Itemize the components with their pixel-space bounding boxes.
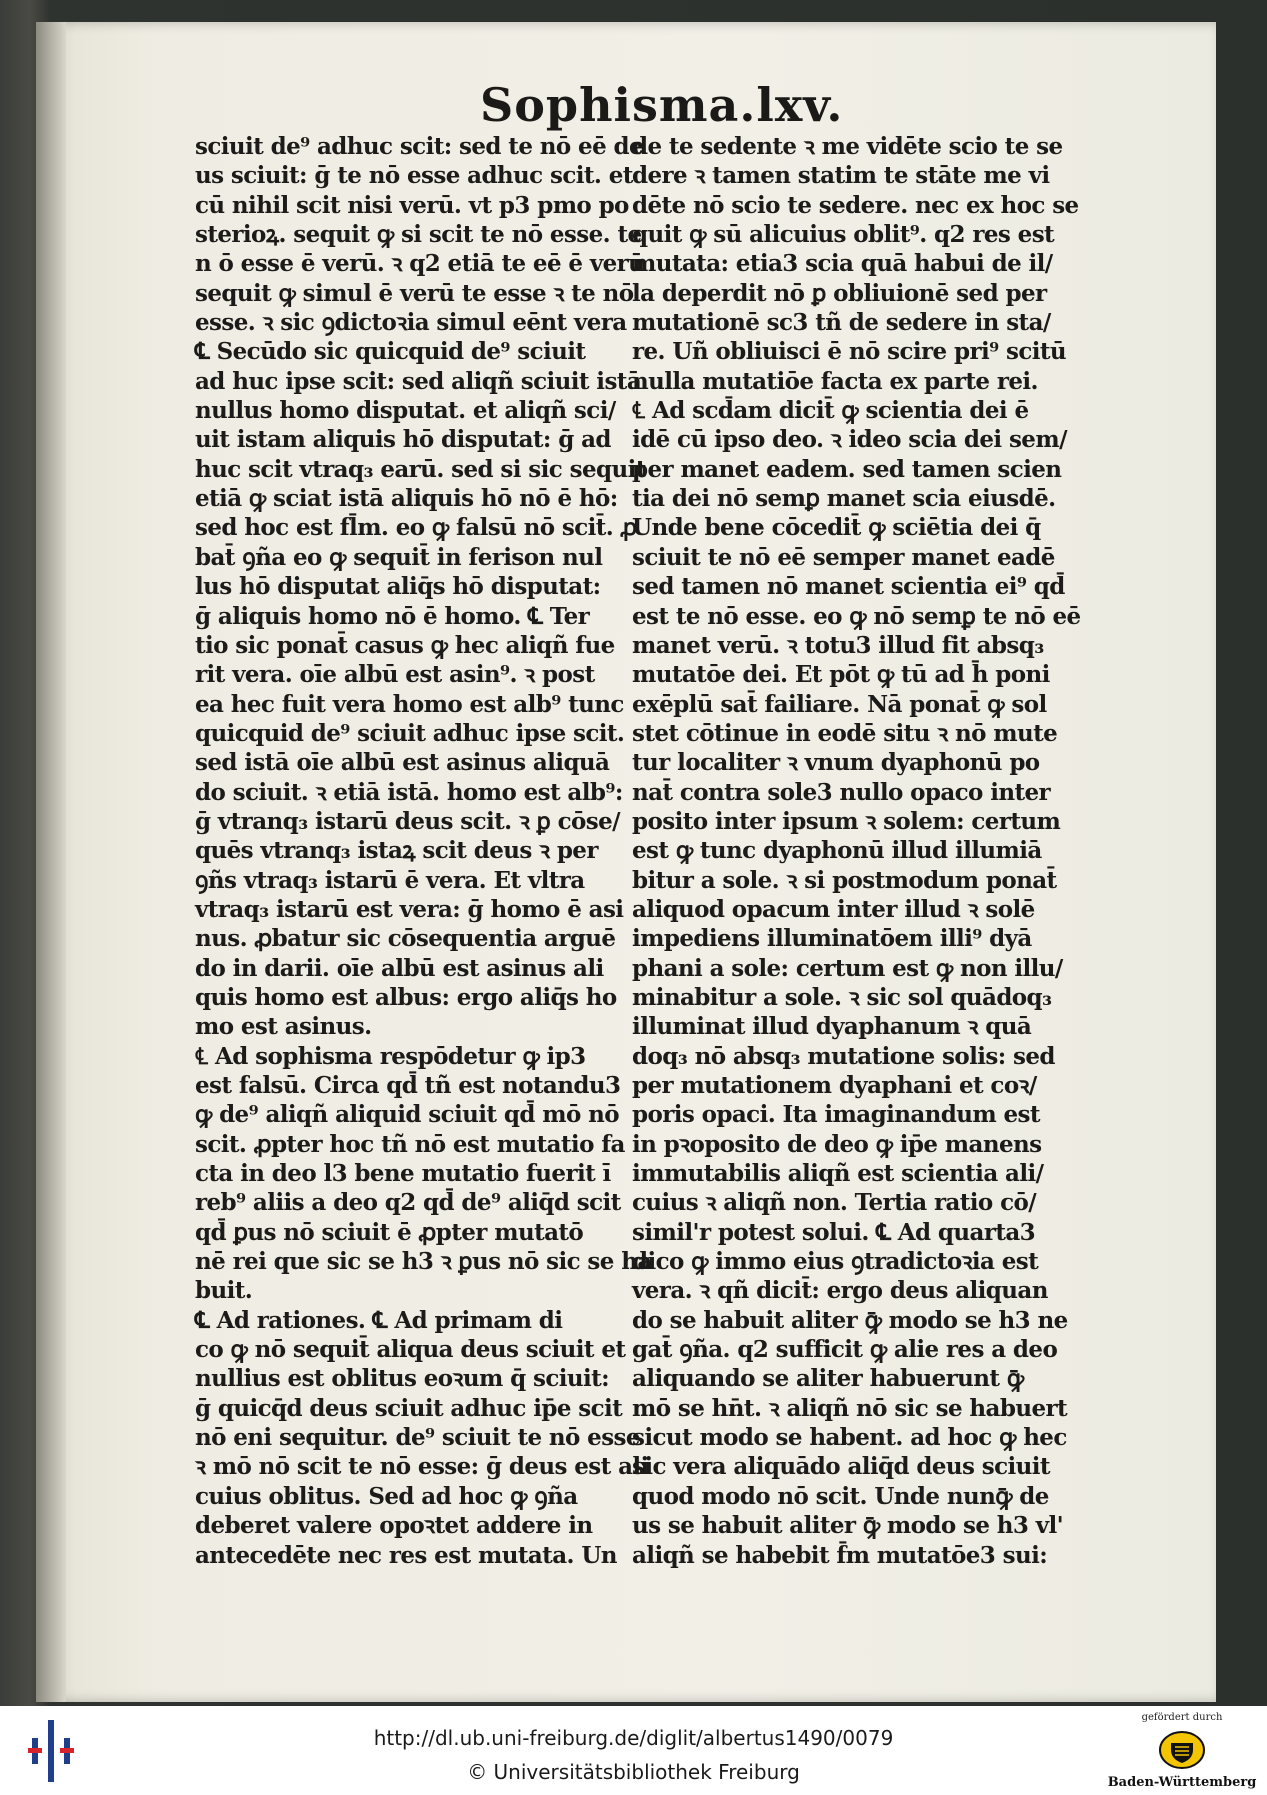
text-line: ꝙ de⁹ aliqñ aliquid sciuit qd̄ mō nō (195, 1101, 619, 1129)
text-line: idē cū ipso deo. ꝛ ideo scia dei sem/ (632, 426, 1067, 454)
text-line: Unde bene cōcedit̄ ꝙ sciētia dei q̄ (632, 514, 1041, 542)
text-line: uit istam aliquis hō disputat: ḡ ad (195, 426, 611, 454)
text-line: nē rei que sic se h3 ꝛ ꝑus nō sic se ha (195, 1248, 652, 1276)
text-line: ad huc ipse scit: sed aliqñ sciuit istā (195, 367, 642, 395)
text-line: manet verū. ꝛ totu3 illud fit absq₃ (632, 631, 1044, 659)
text-column-right (632, 132, 1081, 1570)
text-line: re. Uñ obliuisci ē nō scire pri⁹ scitū (632, 338, 1067, 366)
text-line: impediens illuminatōem illi⁹ dyā (632, 925, 1032, 953)
text-line: mutatōe dei. Et pōt ꝙ tū ad h̄ poni (632, 661, 1050, 689)
text-line: minabitur a sole. ꝛ sic sol quādoq₃ (632, 983, 1052, 1011)
text-line: huc scit vtraq₃ earū. sed si sic sequit (195, 455, 646, 483)
text-line: cuius ꝛ aliqñ non. Tertia ratio cō/ (632, 1189, 1037, 1217)
text-line: sicut modo se habent. ad hoc ꝙ hec (632, 1424, 1067, 1452)
text-line: in pꝛoposito de deo ꝙ ip̄e manens (632, 1130, 1042, 1158)
sponsor-label: gefördert durch (1141, 1712, 1223, 1723)
text-line: phani a sole: certum est ꝙ non illu/ (632, 954, 1063, 982)
text-line: rit vera. oīe albū est asin⁹. ꝛ post (195, 661, 595, 689)
text-line: sed tamen nō manet scientia ei⁹ qd̄ (632, 573, 1065, 601)
text-line: exēplū sat̄ failiare. Nā ponat̄ ꝙ sol (632, 690, 1047, 718)
text-line: tur localiter ꝛ vnum dyaphonū po (632, 749, 1040, 777)
text-line: ꝯñs vtraq₃ istarū ē vera. Et vltra (195, 866, 585, 894)
text-line: mutationē sc3 tñ de sedere in sta/ (632, 309, 1051, 337)
sponsor-state: Baden-Württemberg (1107, 1775, 1257, 1790)
text-line: poris opaci. Ita imaginandum est (632, 1101, 1040, 1129)
text-line: aliqñ se habebit f̄m mutatōe3 sui: (632, 1541, 1048, 1569)
text-line: nus. ꝓbatur sic cōsequentia arguē (195, 925, 616, 953)
text-line: co ꝙ nō sequit̄ aliqua deus sciuit et (195, 1336, 626, 1364)
text-line: tio sic ponat̄ casus ꝙ hec aliqñ fue (195, 631, 615, 659)
text-line: quis homo est albus: ergo aliq̄s ho (195, 983, 617, 1011)
text-line: dere ꝛ tamen statim te stāte me vi (632, 162, 1050, 190)
text-line: ḡ aliquis homo nō ē homo. ℄ Ter (195, 602, 590, 630)
text-line: ℄ Ad scd̄am dicit̄ ꝙ scientia dei ē (632, 397, 1029, 425)
text-line: bitur a sole. ꝛ si postmodum ponat̄ (632, 866, 1057, 894)
text-line: dēte nō scio te sedere. nec ex hoc se (632, 191, 1079, 219)
text-line: ḡ vtranq₃ istarū deus scit. ꝛ ꝑ cōse/ (195, 807, 620, 835)
text-line: quod modo nō scit. Unde nunꝙ̄ de (632, 1482, 1049, 1510)
text-line: sterioꝝ. sequit ꝙ si scit te nō esse. te (195, 221, 642, 249)
text-line: nulla mutatiōe facta ex parte rei. (632, 367, 1038, 395)
text-line: sic vera aliquādo aliq̄d deus sciuit (632, 1453, 1050, 1481)
text-line: do in darii. oīe albū est asinus ali (195, 954, 604, 982)
text-line: do se habuit aliter ꝙ̄ modo se h3 ne (632, 1306, 1068, 1334)
text-line: sciuit te nō eē semper manet eadē (632, 543, 1055, 571)
text-line: antecedēte nec res est mutata. Un (195, 1541, 617, 1569)
text-line: bat̄ ꝯña eo ꝙ sequit̄ in ferison nul (195, 543, 603, 571)
text-line: vera. ꝛ qñ dicit̄: ergo deus aliquan (632, 1277, 1048, 1305)
text-line: mutata: etia3 scia quā habui de il/ (632, 250, 1053, 278)
text-line: ℄ Ad sophisma respōdetur ꝙ ip3 (195, 1042, 586, 1070)
text-line: ℄ Secūdo sic quicquid de⁹ sciuit (195, 338, 586, 366)
text-line: sed istā oīe albū est asinus aliquā (195, 749, 610, 777)
text-line: per manet eadem. sed tamen scien (632, 455, 1062, 483)
text-line: mō se hn̄t. ꝛ aliqñ nō sic se habuert (632, 1394, 1068, 1422)
sponsor-block (1107, 1712, 1257, 1792)
page-gutter (36, 22, 66, 1702)
text-line: buit. (195, 1277, 253, 1305)
text-line: ea hec fuit vera homo est alb⁹ tunc (195, 690, 624, 718)
text-line: doq₃ nō absq₃ mutatione solis: sed (632, 1042, 1055, 1070)
text-line: cta in deo l3 bene mutatio fuerit ī (195, 1160, 611, 1188)
state-seal-icon (1157, 1730, 1207, 1770)
text-line: sciuit de⁹ adhuc scit: sed te nō eē de (195, 133, 644, 160)
text-line: est falsū. Circa qd̄ tñ est notandu3 (195, 1072, 621, 1099)
text-line: sed hoc est fl̄m. eo ꝙ falsū nō scit̄. ꝓ (195, 514, 637, 542)
text-line: dico ꝙ immo eius ꝯtradictoꝛia est (632, 1248, 1039, 1276)
permalink-url[interactable]: http://dl.ub.uni-freiburg.de/diglit/albertus1490/0079 (373, 1726, 894, 1750)
text-line: de te sedente ꝛ me vidēte scio te se (632, 133, 1063, 160)
text-line: sequit ꝙ simul ē verū te esse ꝛ te nō (195, 279, 634, 307)
text-line: tia dei nō semꝑ manet scia eiusdē. (632, 485, 1056, 513)
text-line: vtraq₃ istarū est vera: ḡ homo ē asi (195, 895, 624, 923)
text-line: qd̄ ꝑus nō sciuit ē ꝓpter mutatō (195, 1218, 584, 1246)
text-line: cuius oblitus. Sed ad hoc ꝙ ꝯña (195, 1482, 578, 1510)
text-line: gat̄ ꝯña. q2 sufficit ꝙ alie res a deo (632, 1336, 1058, 1364)
text-line: aliquando se aliter habuerunt ꝙ̄ (632, 1365, 1024, 1393)
text-line: quēs vtranq₃ istaꝝ scit deus ꝛ per (195, 837, 598, 865)
text-line: us sciuit: ḡ te nō esse adhuc scit. et (195, 162, 633, 190)
text-line: posito inter ipsum ꝛ solem: certum (632, 807, 1061, 835)
text-line: nullus homo disputat. et aliqñ sci/ (195, 397, 616, 425)
text-line: simil'r potest solui. ℄ Ad quarta3 (632, 1218, 1036, 1246)
text-line: lus hō disputat aliq̄s hō disputat: (195, 573, 601, 601)
text-line: est ꝙ tunc dyaphonū illud illumiā (632, 837, 1042, 865)
text-line: immutabilis aliqñ est scientia ali/ (632, 1160, 1044, 1188)
text-line: la deperdit nō ꝑ obliuionē sed per (632, 279, 1047, 307)
viewer-footer (0, 1706, 1267, 1795)
text-line: stet cōtinue in eodē situ ꝛ nō mute (632, 719, 1058, 747)
text-line: do sciuit. ꝛ etiā istā. homo est alb⁹: (195, 778, 623, 806)
text-line: ꝛ mō nō scit te nō esse: ḡ deus est ali (195, 1453, 649, 1481)
text-line: reb⁹ aliis a deo q2 qd̄ de⁹ aliq̄d scit (195, 1189, 621, 1217)
text-line: mo est asinus. (195, 1013, 372, 1041)
text-line: illuminat illud dyaphanum ꝛ quā (632, 1013, 1032, 1041)
text-line: esse. ꝛ sic ꝯdictoꝛia simul eēnt vera (195, 309, 627, 337)
text-line: deberet valere opoꝛtet addere in (195, 1512, 593, 1540)
text-column-left (195, 132, 652, 1570)
text-line: n ō esse ē verū. ꝛ q2 etiā te eē ē verū (195, 250, 645, 278)
text-line: quicquid de⁹ sciuit adhuc ipse scit. (195, 719, 625, 747)
text-line: scit. ꝓpter hoc tñ nō est mutatio fa (195, 1130, 625, 1158)
text-line: quit ꝙ sū alicuius oblit⁹. q2 res est (632, 221, 1055, 249)
text-line: us se habuit aliter ꝙ̄ modo se h3 vl' (632, 1512, 1064, 1540)
text-line: per mutationem dyaphani et coꝛ/ (632, 1072, 1037, 1099)
text-line: nullius est oblitus eoꝛum q̄ sciuit: (195, 1365, 610, 1393)
text-line: nat̄ contra sole3 nullo opaco inter (632, 778, 1051, 806)
text-line: etiā ꝙ sciat istā aliquis hō nō ē hō: (195, 485, 618, 513)
text-line: nō eni sequitur. de⁹ sciuit te nō esse (195, 1424, 640, 1452)
text-line: cū nihil scit nisi verū. vt p3 pmo po (195, 191, 629, 219)
text-line: ḡ quicq̄d deus sciuit adhuc ip̄e scit (195, 1394, 623, 1422)
copyright-notice: © Universitätsbibliothek Freiburg (467, 1760, 800, 1784)
text-line: aliquod opacum inter illud ꝛ solē (632, 895, 1035, 923)
page-heading: Sophisma.lxv. (480, 78, 844, 132)
text-line: est te nō esse. eo ꝙ nō semꝑ te nō eē (632, 602, 1081, 630)
text-line: ℄ Ad rationes. ℄ Ad primam di (195, 1306, 563, 1334)
